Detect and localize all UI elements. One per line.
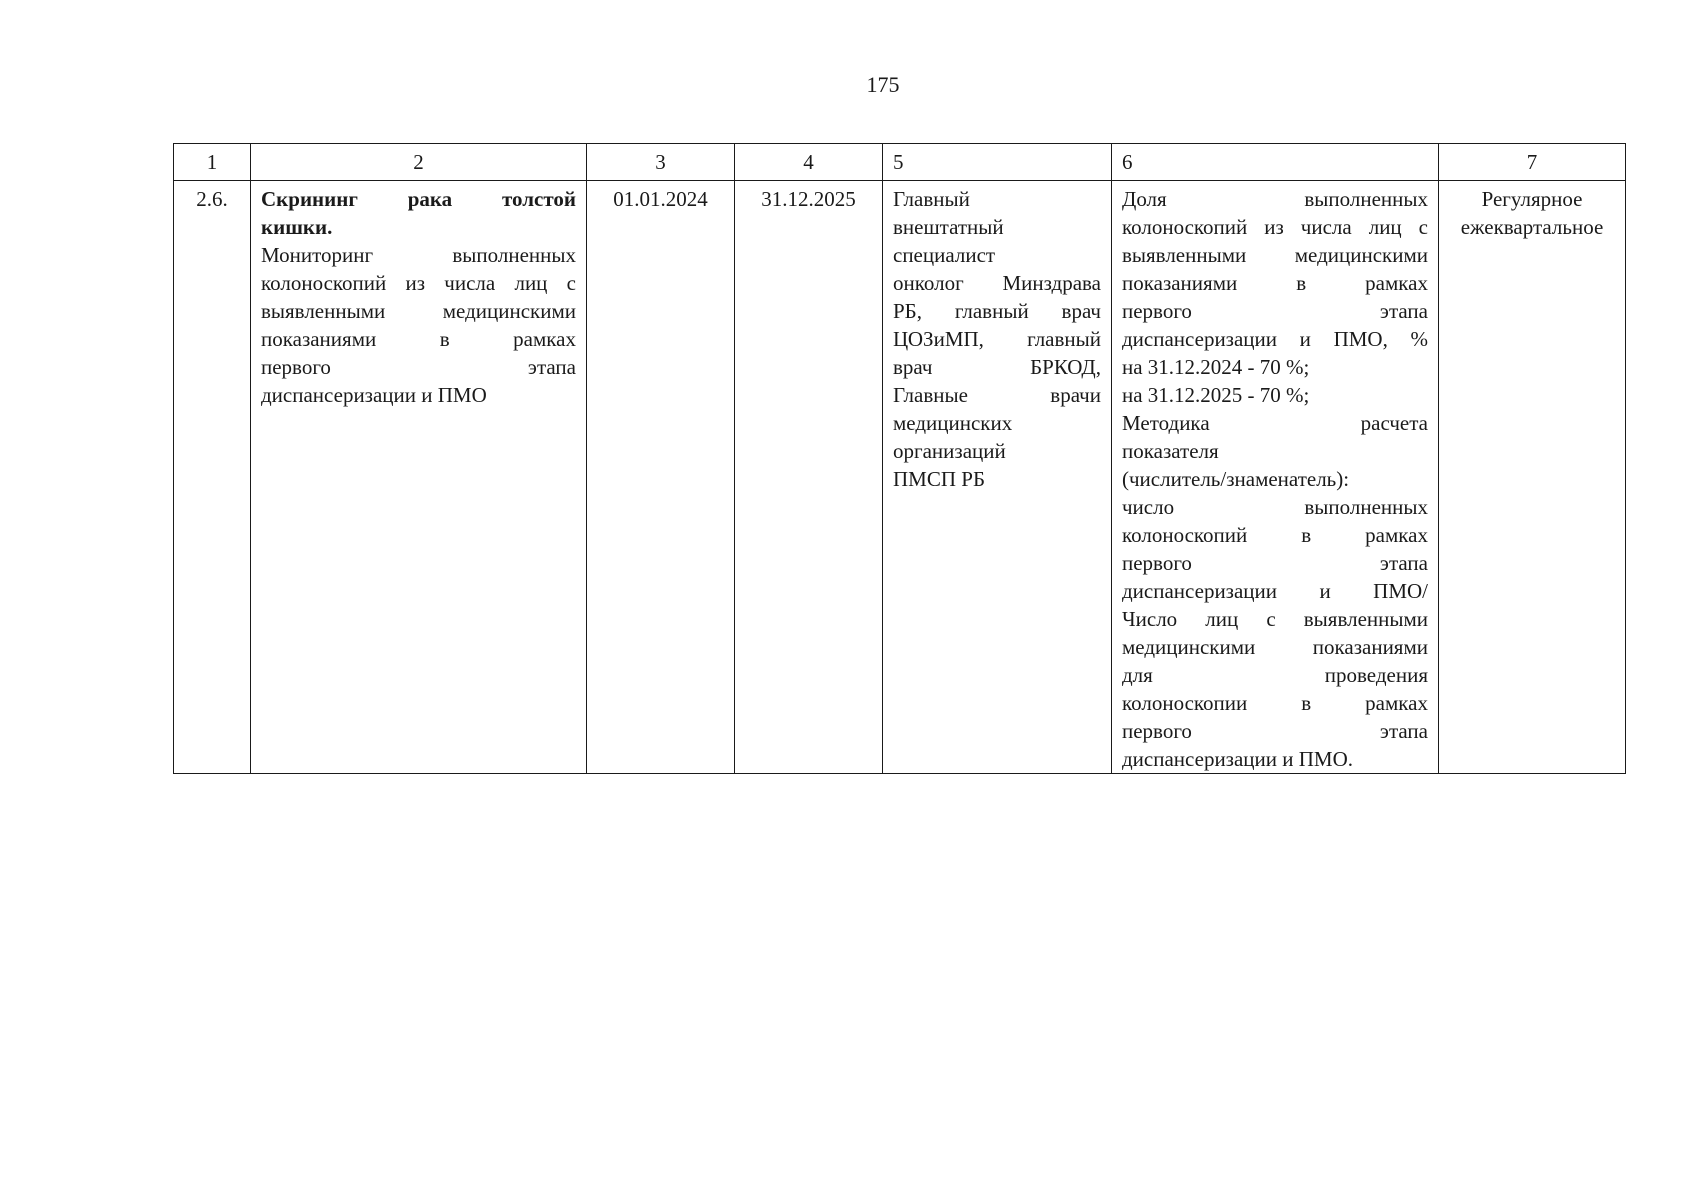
header-col-6: 6: [1112, 144, 1439, 181]
indicator-line: Число лиц с выявленными: [1122, 607, 1428, 631]
indicator-line: медицинскими показаниями: [1122, 635, 1428, 659]
responsible-line: ПМСП РБ: [893, 467, 985, 491]
activity-title-line: Скрининг рака толстой: [261, 187, 576, 211]
header-col-1: 1: [174, 144, 251, 181]
responsible-line: внештатный: [893, 215, 1004, 239]
responsible-line: Главный: [893, 187, 970, 211]
header-col-2: 2: [251, 144, 587, 181]
activity-description-line: колоноскопий из числа лиц с: [261, 271, 576, 295]
indicator-line: первого этапа: [1122, 719, 1428, 743]
indicator-line: выявленными медицинскими: [1122, 243, 1428, 267]
indicator-line: диспансеризации и ПМО, %: [1122, 327, 1428, 351]
activity-description-line: выявленными медицинскими: [261, 299, 576, 323]
header-col-3: 3: [587, 144, 735, 181]
indicator-line: колоноскопий в рамках: [1122, 523, 1428, 547]
indicator-line: для проведения: [1122, 663, 1428, 687]
responsible-line: организаций: [893, 439, 1006, 463]
indicator-line: первого этапа: [1122, 551, 1428, 575]
end-date: 31.12.2025: [735, 181, 883, 774]
page-number: 175: [866, 72, 900, 97]
indicator-line: Методика расчета: [1122, 411, 1428, 435]
responsible-line: Главные врачи: [893, 383, 1101, 407]
activity-description-line: показаниями в рамках: [261, 327, 576, 351]
indicator-cell: [1112, 181, 1439, 774]
monitoring-table: [173, 143, 1626, 774]
header-col-7: 7: [1439, 144, 1626, 181]
indicator-line: диспансеризации и ПМО/: [1122, 579, 1428, 603]
indicator-line: на 31.12.2024 - 70 %;: [1122, 355, 1310, 379]
activity-cell: [251, 181, 587, 774]
activity-title-line: кишки.: [261, 215, 333, 239]
header-col-5: 5: [883, 144, 1112, 181]
indicator-line: Доля выполненных: [1122, 187, 1428, 211]
table-row: [174, 181, 1626, 774]
indicator-line: показателя: [1122, 439, 1219, 463]
row-number: 2.6.: [174, 181, 251, 774]
indicator-line: на 31.12.2025 - 70 %;: [1122, 383, 1310, 407]
indicator-line: диспансеризации и ПМО.: [1122, 747, 1353, 771]
periodicity-line: Регулярное: [1481, 187, 1583, 211]
indicator-line: колоноскопии в рамках: [1122, 691, 1428, 715]
responsible-line: медицинских: [893, 411, 1013, 435]
responsible-line: врач БРКОД,: [893, 355, 1101, 379]
indicator-line: показаниями в рамках: [1122, 271, 1428, 295]
responsible-line: специалист: [893, 243, 996, 267]
responsible-line: ЦОЗиМП, главный: [893, 327, 1101, 351]
periodicity-line: ежеквартальное: [1460, 215, 1604, 239]
responsible-line: онколог Минздрава: [893, 271, 1101, 295]
periodicity-cell: [1439, 181, 1626, 774]
indicator-line: число выполненных: [1122, 495, 1428, 519]
activity-description-line: первого этапа: [261, 355, 576, 379]
header-row: [174, 144, 1626, 181]
start-date: 01.01.2024: [587, 181, 735, 774]
responsible-line: РБ, главный врач: [893, 299, 1101, 323]
indicator-line: первого этапа: [1122, 299, 1428, 323]
activity-description-line: Мониторинг выполненных: [261, 243, 576, 267]
responsible-cell: [883, 181, 1112, 774]
header-col-4: 4: [735, 144, 883, 181]
indicator-line: (числитель/знаменатель):: [1122, 467, 1350, 491]
indicator-line: колоноскопий из числа лиц с: [1122, 215, 1428, 239]
activity-description-line: диспансеризации и ПМО: [261, 383, 487, 407]
